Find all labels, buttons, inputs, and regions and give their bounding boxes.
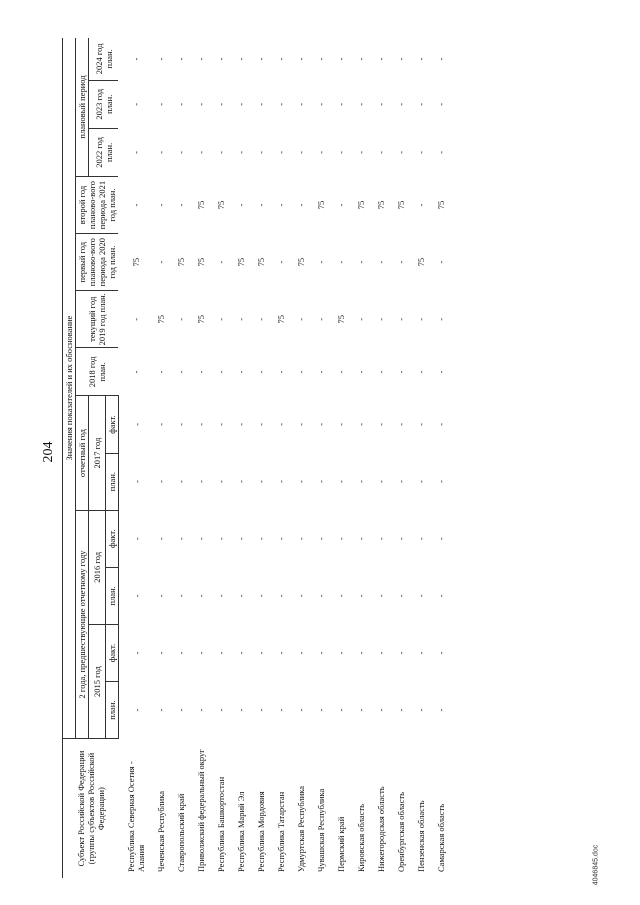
value-cell: -: [395, 594, 406, 598]
table-row: [311, 38, 331, 878]
value-cell: -: [395, 423, 406, 426]
value-cell: -: [315, 150, 326, 154]
value-cell: -: [131, 370, 142, 374]
value-cell: -: [131, 651, 142, 655]
region-name: Удмуртская Республика: [295, 785, 306, 872]
value-cell: -: [315, 57, 326, 61]
table-row: [331, 38, 351, 878]
value-cell: 75: [215, 200, 226, 210]
value-cell: -: [235, 57, 246, 61]
value-cell: -: [155, 423, 166, 426]
region-name: Кировская область: [355, 803, 366, 872]
value-cell: -: [131, 150, 142, 154]
value-cell: -: [175, 708, 186, 712]
value-cell: -: [175, 537, 186, 541]
value-cell: -: [255, 370, 266, 374]
value-cell: -: [295, 651, 306, 655]
value-cell: -: [175, 480, 186, 484]
value-cell: -: [215, 594, 226, 598]
value-cell: -: [255, 57, 266, 61]
subject-column-header: Субъект Российской Федерации (группы субъектов Российской Федерации): [63, 739, 119, 878]
value-cell: -: [315, 370, 326, 374]
indicators-table: [62, 38, 451, 878]
value-cell: -: [235, 370, 246, 374]
value-cell: -: [435, 150, 446, 154]
value-cell: -: [435, 57, 446, 61]
value-cell: -: [175, 423, 186, 426]
value-cell: -: [155, 203, 166, 207]
year-2016-header: 2016 год: [89, 510, 106, 624]
plan-2016-header: план.: [105, 567, 118, 624]
value-cell: -: [195, 651, 206, 655]
value-cell: -: [131, 102, 142, 106]
value-cell: -: [155, 708, 166, 712]
value-cell: -: [375, 708, 386, 712]
value-cell: -: [255, 317, 266, 321]
values-group-header: Значения показателей и их обоснование: [63, 38, 76, 739]
value-cell: -: [175, 203, 186, 207]
plan-2017-header: план.: [105, 453, 118, 510]
value-cell: -: [155, 57, 166, 61]
value-cell: -: [335, 150, 346, 154]
value-cell: -: [235, 203, 246, 207]
table-row: [291, 38, 311, 878]
value-cell: -: [295, 480, 306, 484]
value-cell: 75: [235, 257, 246, 267]
value-cell: -: [195, 102, 206, 106]
value-cell: -: [275, 57, 286, 61]
value-cell: -: [375, 150, 386, 154]
value-cell: -: [415, 317, 426, 321]
value-cell: -: [295, 708, 306, 712]
value-cell: -: [295, 537, 306, 541]
value-cell: -: [155, 480, 166, 484]
value-cell: -: [175, 57, 186, 61]
value-cell: -: [355, 651, 366, 655]
value-cell: -: [195, 150, 206, 154]
value-cell: -: [335, 102, 346, 106]
value-cell: -: [235, 423, 246, 426]
value-cell: -: [435, 317, 446, 321]
value-cell: -: [131, 423, 142, 426]
fact-2015-header: факт.: [105, 624, 118, 681]
value-cell: -: [315, 708, 326, 712]
value-cell: 75: [435, 200, 446, 210]
value-cell: -: [131, 537, 142, 541]
value-cell: -: [295, 102, 306, 106]
value-cell: -: [295, 594, 306, 598]
value-cell: -: [335, 260, 346, 264]
value-cell: -: [335, 423, 346, 426]
value-cell: -: [395, 480, 406, 484]
value-cell: -: [275, 370, 286, 374]
table-row: [351, 38, 371, 878]
value-cell: -: [375, 102, 386, 106]
fact-2016-header: факт.: [105, 510, 118, 567]
value-cell: 75: [395, 200, 406, 210]
value-cell: -: [215, 537, 226, 541]
value-cell: 75: [195, 315, 206, 324]
year-2018-header: 2018 год план.: [76, 348, 119, 396]
value-cell: -: [435, 537, 446, 541]
value-cell: -: [395, 102, 406, 106]
value-cell: -: [255, 423, 266, 426]
value-cell: -: [375, 594, 386, 598]
value-cell: -: [375, 423, 386, 426]
value-cell: -: [275, 594, 286, 598]
value-cell: -: [255, 480, 266, 484]
value-cell: -: [295, 317, 306, 321]
value-cell: -: [355, 150, 366, 154]
value-cell: -: [215, 150, 226, 154]
value-cell: -: [195, 537, 206, 541]
table-row: [151, 38, 171, 878]
value-cell: -: [315, 317, 326, 321]
value-cell: 75: [355, 200, 366, 210]
value-cell: -: [295, 150, 306, 154]
value-cell: -: [155, 260, 166, 264]
value-cell: -: [295, 203, 306, 207]
first-year-header: первый год планово-вого периода 2020 год план.: [76, 234, 119, 291]
value-cell: -: [375, 537, 386, 541]
value-cell: -: [395, 57, 406, 61]
value-cell: -: [215, 260, 226, 264]
value-cell: -: [275, 423, 286, 426]
value-cell: -: [195, 57, 206, 61]
value-cell: -: [335, 651, 346, 655]
region-name: Республика Башкортостан: [215, 776, 226, 872]
value-cell: -: [175, 317, 186, 321]
value-cell: -: [415, 594, 426, 598]
table-row: [431, 38, 451, 878]
value-cell: -: [175, 651, 186, 655]
value-cell: -: [395, 317, 406, 321]
value-cell: -: [435, 708, 446, 712]
value-cell: -: [355, 423, 366, 426]
value-cell: -: [355, 57, 366, 61]
planning-period-header: плановый период: [76, 38, 89, 176]
value-cell: -: [255, 537, 266, 541]
value-cell: -: [375, 480, 386, 484]
value-cell: 75: [275, 315, 286, 324]
value-cell: -: [235, 651, 246, 655]
value-cell: -: [335, 203, 346, 207]
value-cell: -: [335, 594, 346, 598]
table-row: [171, 38, 191, 878]
value-cell: -: [131, 480, 142, 484]
value-cell: -: [195, 708, 206, 712]
value-cell: -: [395, 651, 406, 655]
value-cell: -: [255, 708, 266, 712]
value-cell: -: [195, 423, 206, 426]
year-2015-header: 2015 год: [89, 624, 106, 738]
year-2022-header: 2022 год план.: [89, 128, 119, 176]
value-cell: -: [315, 537, 326, 541]
value-cell: -: [215, 102, 226, 106]
table-row: [231, 38, 251, 878]
value-cell: -: [375, 370, 386, 374]
value-cell: -: [155, 150, 166, 154]
report-year-header: отчетный год: [76, 396, 89, 510]
value-cell: -: [415, 423, 426, 426]
value-cell: -: [375, 57, 386, 61]
value-cell: -: [215, 370, 226, 374]
region-name: Пензенская область: [415, 800, 426, 872]
value-cell: -: [295, 57, 306, 61]
value-cell: -: [335, 370, 346, 374]
value-cell: -: [215, 57, 226, 61]
value-cell: -: [375, 317, 386, 321]
value-cell: -: [415, 203, 426, 207]
value-cell: -: [395, 150, 406, 154]
table-row: [271, 38, 291, 878]
value-cell: -: [215, 317, 226, 321]
value-cell: -: [275, 651, 286, 655]
value-cell: -: [435, 260, 446, 264]
value-cell: -: [415, 708, 426, 712]
value-cell: -: [395, 260, 406, 264]
value-cell: -: [255, 651, 266, 655]
value-cell: -: [415, 370, 426, 374]
value-cell: -: [335, 57, 346, 61]
value-cell: -: [131, 317, 142, 321]
table-row: [191, 38, 211, 878]
region-name: Чеченская Республика: [155, 791, 166, 872]
table-row: [371, 38, 391, 878]
value-cell: -: [435, 594, 446, 598]
value-cell: -: [295, 370, 306, 374]
table-row: [411, 38, 431, 878]
value-cell: -: [235, 480, 246, 484]
page-number: 204: [41, 441, 56, 463]
value-cell: -: [415, 480, 426, 484]
value-cell: -: [215, 480, 226, 484]
value-cell: 75: [155, 315, 166, 324]
value-cell: 75: [131, 257, 142, 267]
table-row: [211, 38, 231, 878]
current-year-header: текущий год 2019 год план.: [76, 291, 119, 348]
region-name: Пермский край: [335, 816, 346, 872]
table-header: [63, 38, 119, 878]
value-cell: -: [415, 150, 426, 154]
prev-years-header: 2 года, предшествующие отчетному году: [76, 510, 89, 739]
value-cell: -: [155, 537, 166, 541]
value-cell: -: [295, 423, 306, 426]
value-cell: -: [175, 594, 186, 598]
value-cell: 75: [195, 200, 206, 210]
value-cell: -: [315, 260, 326, 264]
year-2024-header: 2024 год план.: [89, 38, 119, 80]
value-cell: -: [215, 708, 226, 712]
value-cell: -: [175, 370, 186, 374]
year-2023-header: 2023 год план.: [89, 80, 119, 128]
value-cell: -: [335, 480, 346, 484]
value-cell: -: [435, 480, 446, 484]
value-cell: 75: [175, 257, 186, 267]
value-cell: -: [355, 480, 366, 484]
value-cell: -: [175, 102, 186, 106]
value-cell: -: [255, 594, 266, 598]
value-cell: -: [235, 537, 246, 541]
value-cell: 75: [375, 200, 386, 210]
value-cell: -: [335, 537, 346, 541]
document-code: 4046845.doc: [592, 844, 600, 886]
value-cell: 75: [415, 257, 426, 267]
value-cell: 75: [315, 200, 326, 210]
value-cell: -: [195, 370, 206, 374]
rotated-table-container: [62, 38, 582, 878]
value-cell: -: [355, 102, 366, 106]
value-cell: 75: [255, 257, 266, 267]
value-cell: -: [275, 102, 286, 106]
value-cell: -: [435, 651, 446, 655]
region-name: Ставропольский край: [175, 793, 186, 872]
region-name: Республика Татарстан: [275, 791, 286, 872]
value-cell: -: [395, 370, 406, 374]
value-cell: -: [375, 260, 386, 264]
region-name: Республика Мордовия: [255, 791, 266, 872]
value-cell: -: [255, 102, 266, 106]
value-cell: -: [131, 594, 142, 598]
value-cell: -: [235, 708, 246, 712]
value-cell: -: [155, 651, 166, 655]
value-cell: -: [195, 480, 206, 484]
value-cell: -: [315, 480, 326, 484]
value-cell: -: [235, 594, 246, 598]
region-name: Республика Марий Эл: [235, 791, 246, 872]
value-cell: 75: [335, 315, 346, 324]
value-cell: -: [275, 537, 286, 541]
value-cell: -: [235, 317, 246, 321]
region-name: Приволжский федеральный округ: [195, 749, 206, 872]
value-cell: -: [315, 594, 326, 598]
region-name: Республика Северная Осетия - Алания: [126, 761, 147, 872]
value-cell: -: [131, 203, 142, 207]
value-cell: -: [435, 102, 446, 106]
value-cell: -: [355, 594, 366, 598]
region-name: Оренбургская область: [395, 791, 406, 872]
region-name: Нижегородская область: [375, 786, 386, 872]
value-cell: -: [131, 57, 142, 61]
table-row: [118, 38, 151, 878]
value-cell: -: [315, 102, 326, 106]
table-row: [391, 38, 411, 878]
region-name: Самарская область: [435, 803, 446, 872]
value-cell: -: [155, 102, 166, 106]
value-cell: -: [355, 317, 366, 321]
value-cell: -: [155, 370, 166, 374]
value-cell: -: [315, 651, 326, 655]
value-cell: -: [195, 594, 206, 598]
value-cell: -: [275, 480, 286, 484]
value-cell: 75: [195, 257, 206, 267]
value-cell: -: [155, 594, 166, 598]
table-body: [118, 38, 451, 878]
value-cell: -: [275, 260, 286, 264]
table-row: [251, 38, 271, 878]
value-cell: -: [355, 537, 366, 541]
value-cell: -: [255, 150, 266, 154]
value-cell: 75: [295, 257, 306, 267]
value-cell: -: [175, 150, 186, 154]
fact-2017-header: факт.: [105, 396, 118, 453]
value-cell: -: [131, 708, 142, 712]
value-cell: -: [275, 203, 286, 207]
region-name: Чувашская Республика: [315, 788, 326, 872]
value-cell: -: [395, 708, 406, 712]
second-year-header: второй год планово-вого периода 2021 год план.: [76, 176, 119, 233]
value-cell: -: [355, 370, 366, 374]
value-cell: -: [315, 423, 326, 426]
value-cell: -: [375, 651, 386, 655]
value-cell: -: [215, 651, 226, 655]
value-cell: -: [275, 708, 286, 712]
value-cell: -: [415, 102, 426, 106]
header-row-1: [63, 38, 76, 878]
value-cell: -: [435, 423, 446, 426]
value-cell: -: [415, 537, 426, 541]
plan-2015-header: план.: [105, 682, 118, 739]
value-cell: -: [255, 203, 266, 207]
value-cell: -: [415, 651, 426, 655]
value-cell: -: [395, 537, 406, 541]
value-cell: -: [415, 57, 426, 61]
value-cell: -: [235, 150, 246, 154]
value-cell: -: [355, 708, 366, 712]
value-cell: -: [435, 370, 446, 374]
value-cell: -: [235, 102, 246, 106]
value-cell: -: [215, 423, 226, 426]
value-cell: -: [335, 708, 346, 712]
value-cell: -: [355, 260, 366, 264]
year-2017-header: 2017 год: [89, 396, 106, 510]
value-cell: -: [275, 150, 286, 154]
